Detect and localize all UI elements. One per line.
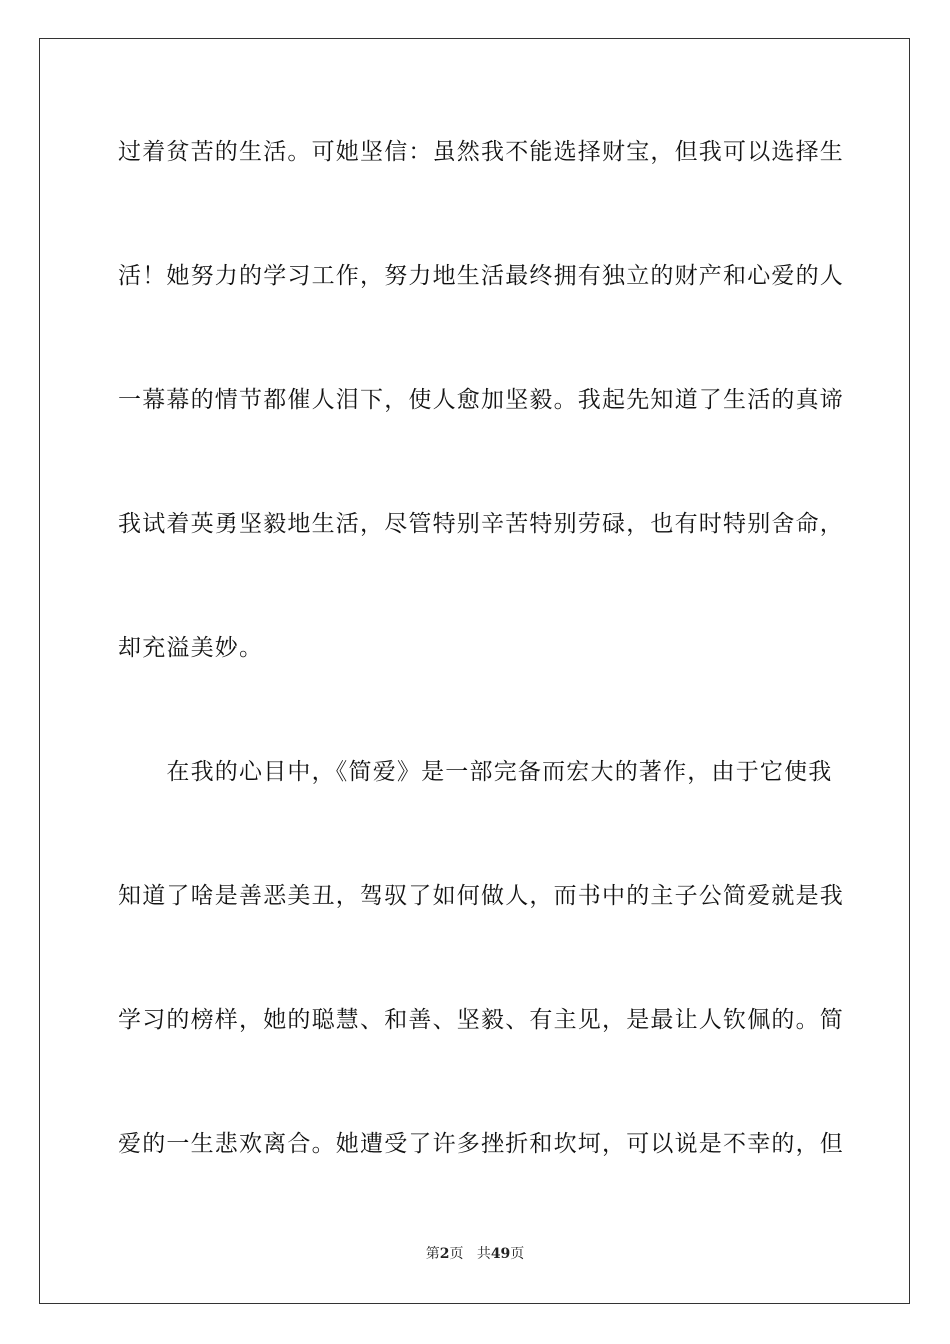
text-line: 在我的心目中，《简爱》是一部完备而宏大的著作，由于它使我 <box>118 759 833 785</box>
page-footer <box>0 1245 950 1263</box>
text-line: 过着贫苦的生活。可她坚信：虽然我不能选择财宝，但我可以选择生 <box>118 139 844 165</box>
text-line: 活！她努力的学习工作，努力地生活最终拥有独立的财产和心爱的人 <box>118 263 844 289</box>
text-line: 我试着英勇坚毅地生活，尽管特别辛苦特别劳碌，也有时特别舍命， <box>118 511 844 537</box>
text-line: 却充溢美妙。 <box>118 635 264 661</box>
text-line: 知道了啥是善恶美丑，驾驭了如何做人，而书中的主子公简爱就是我 <box>118 883 844 909</box>
text-line: 学习的榜样，她的聪慧、和善、坚毅、有主见，是最让人钦佩的。简 <box>118 1007 844 1033</box>
page-suffix: 页 <box>449 1246 464 1262</box>
page-prefix: 第 <box>425 1246 440 1262</box>
total-suffix: 页 <box>510 1246 525 1262</box>
page-number: 2 <box>439 1246 450 1262</box>
text-line: 一幕幕的情节都催人泪下，使人愈加坚毅。我起先知道了生活的真谛 <box>118 387 844 413</box>
total-pages: 49 <box>490 1246 511 1262</box>
page-frame <box>39 38 910 1304</box>
text-line: 爱的一生悲欢离合。她遭受了许多挫折和坎坷，可以说是不幸的，但 <box>118 1131 844 1157</box>
total-prefix: 共 <box>476 1246 491 1262</box>
